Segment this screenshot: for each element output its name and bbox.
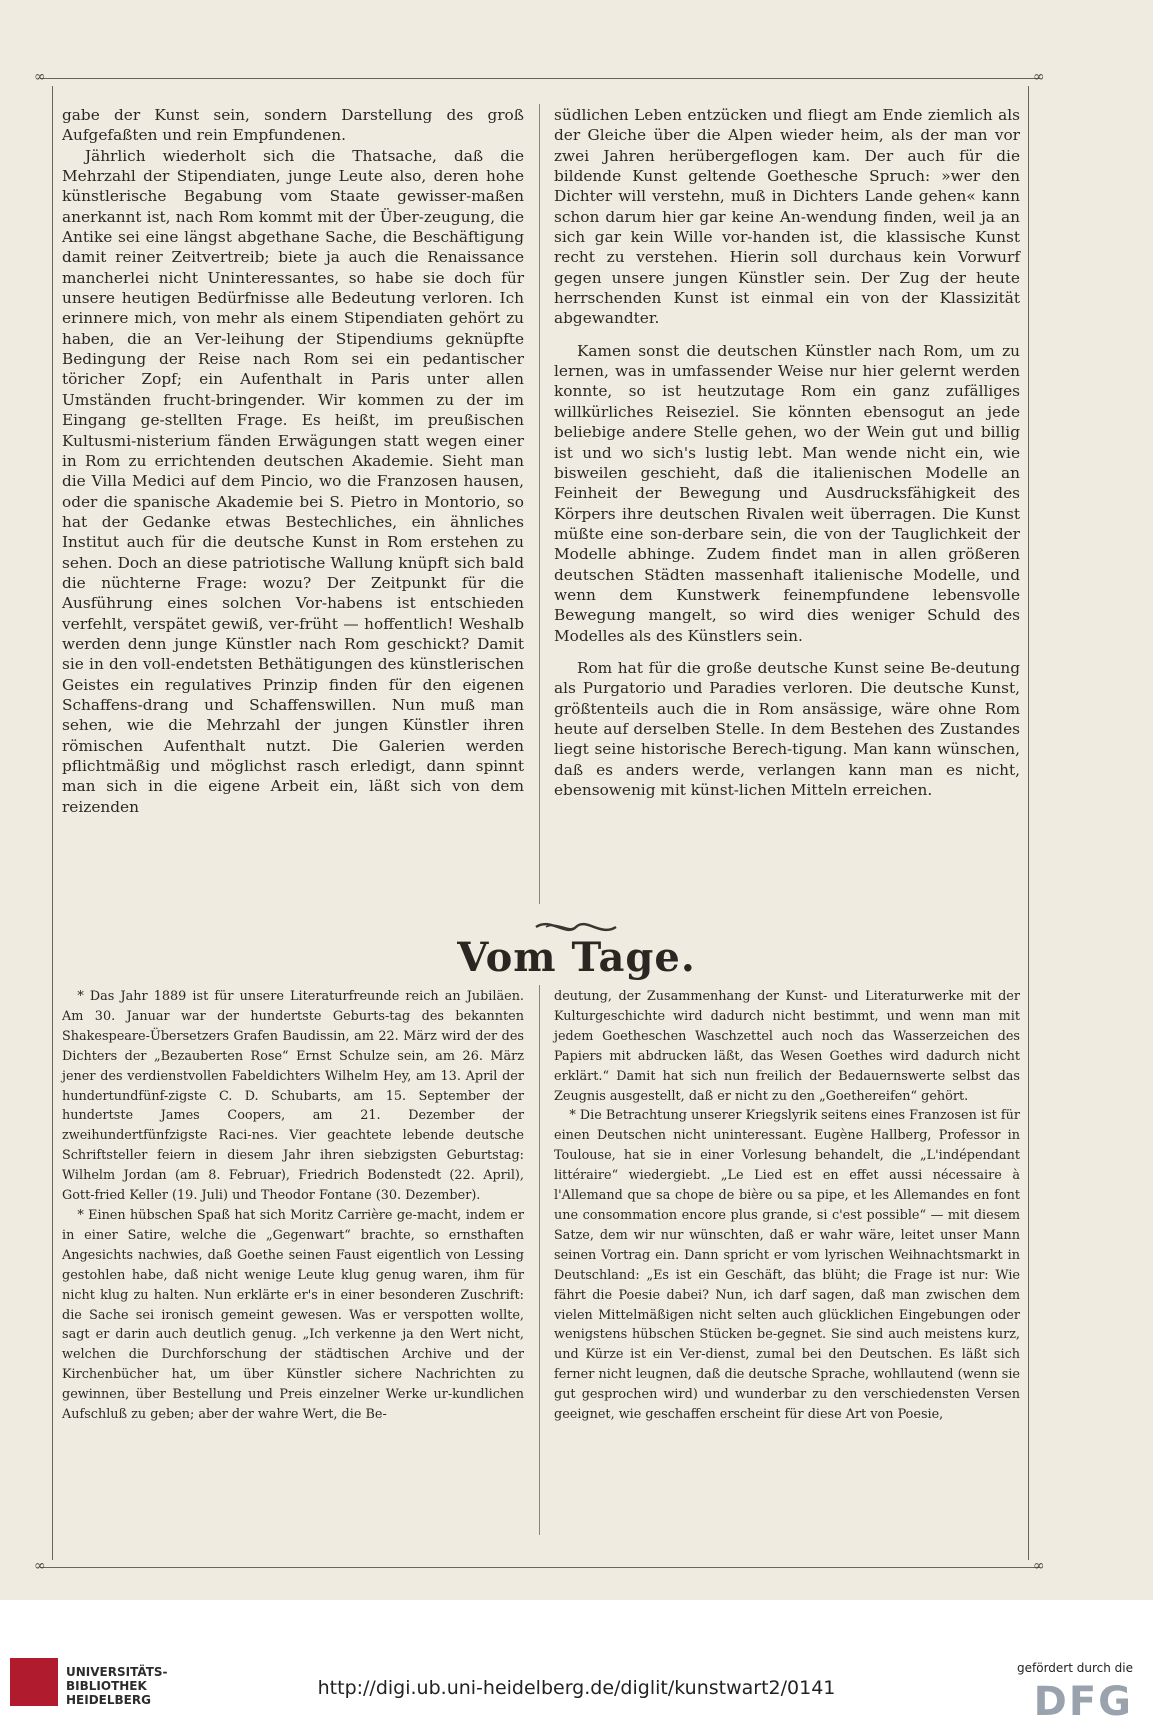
top-border-line — [40, 78, 1040, 79]
column-left-top — [62, 105, 524, 817]
column-left-bottom — [62, 987, 524, 1425]
column-divider-top — [539, 104, 540, 904]
news-item: * Die Betrachtung unserer Kriegslyrik seitens eines Franzosen ist für einen Deutschen nicht uninteressant. Eugène Hallberg, Professor in Toulouse, hat sie in einer Vorlesung behandelt, die „L'indépendant littéraire“ wiedergiebt. „Le Lied est en effet aussi nécessaire à l'Allemand que sa chope de bière ou sa pipe, et les Allemandes en font une consommation encore plus grande, si c'est possible“ — mit diesem Satze, dem wir nur wünschten, daß er wahr wäre, leitet unser Mann seinen Vortrag ein. Dann spricht er vom lyrischen Weihnachtsmarkt in Deutschland: „Es ist ein Geschäft, das blüht; die Frage ist nur: Wie fährt die Poesie dabei? Nun, ich darf sagen, daß man zwischen dem vielen Mittelmäßigen nicht selten auch glücklichen Eingebungen oder wenigstens hübschen Stücken be-gegnet. Sie sind auch meistens kurz, und Kürze ist ein Ver-dienst, zumal bei den Deutschen. Es läßt sich ferner nicht leugnen, daß die deutsche Sprache, wohllautend (wenn sie gut gesprochen wird) und wunderbar zu den verschiedensten Versen geeignet, wie geschaffen erscheint für diese Art von Poesie, — [554, 1108, 1020, 1423]
institution-line: HEIDELBERG — [66, 1693, 151, 1707]
permalink-url[interactable]: http://digi.ub.uni-heidelberg.de/diglit/kunstwart2/0141 — [317, 1677, 836, 1699]
left-border-line — [52, 86, 53, 1560]
column-right-bottom — [554, 987, 1020, 1425]
dfg-logo[interactable]: DFG — [1033, 1679, 1133, 1725]
column-right-top — [554, 105, 1020, 800]
paragraph: Jährlich wiederholt sich die Thatsache, daß die Mehrzahl der Stipendiaten, junge Leute also, deren hohe künstlerische Begabung vom Staate gewisser-maßen anerkannt ist, nach Rom kommt mit der Über-zeugung, die Antike sei eine längst abgethane Sache, die Beschäftigung damit reiner Zeitvertreib; biete ja auch die Renaissance mancherlei nicht Uninteressantes, so habe sie doch für unsere heutigen Bedürfnisse alle Bedeutung verloren. Ich erinnere mich, von mehr als einem Stipendiaten gehört zu haben, die an Ver-leihung der Stipendiums geknüpfte Bedingung der Reise nach Rom sei ein pedantischer töricher Zopf; ein Aufenthalt in Paris unter allen Umständen frucht-bringender. Wir kommen zu der im Eingang ge-stellten Frage. Es heißt, im preußischen Kultusmi-nisterium fänden Erwägungen statt wegen einer in Rom zu errichtenden deutschen Akademie. Sieht man die Villa Medici auf dem Pincio, wo die Franzosen hausen, oder die spanische Akademie bei S. Pietro in Montorio, so hat der Gedanke etwas Bestechliches, ein ähnliches Institut auch für die deutsche Kunst in Rom erstehen zu sehen. Doch an diese patriotische Wallung knüpft sich bald die nüchterne Frage: wozu? Der Zeitpunkt für die Ausführung eines solchen Vor-habens ist entschieden verfehlt, verspätet gewiß, ver-früht — hoffentlich! Weshalb werden denn junge Künstler nach Rom geschickt? Damit sie in den voll-endetsten Bethätigungen des künstlerischen Geistes ein regulatives Prinzip finden für den eigenen Schaffens-drang und Schaffenswillen. Nun muß man sehen, wie die Mehrzahl der jungen Künstler ihren römischen Aufenthalt nutzt. Die Galerien werden pflichtmäßig und möglichst rasch erledigt, dann spinnt man sich in die eigene Arbeit ein, läßt sich von dem reizenden — [62, 146, 524, 816]
news-item: * Einen hübschen Spaß hat sich Moritz Carrière ge-macht, indem er in einer Satire, welche die „Gegenwart“ brachte, so ernsthaften Angesichts nachwies, daß Goethe seinen Faust eigentlich von Lessing gestohlen habe, daß nicht wenige Leute klug genug waren, ihm für nicht klug zu halten. Nun erklärte er's in einer besonderen Zuschrift: die Sache sei ironisch gemeint gewesen. Was er verspotten wollte, sagt er darin auch deutlich genug. „Ich verkenne ja den Wert nicht, welchen die Durchforschung der städtischen Archive und der Kirchenbücher hat, um über Künstler sichere Nachrichten zu gewinnen, über Bestellung und Preis einzelner Werke ur-kundlichen Aufschluß zu geben; aber der wahre Wert, die Be- — [62, 1207, 524, 1423]
corner-ornament-bottom-left: ∞ — [34, 1558, 46, 1574]
news-item: deutung, der Zusammenhang der Kunst- und Literaturwerke mit der Kulturgeschichte wird dadurch nicht bestimmt, und wenn man mit jedem Goetheschen Waschzettel auch noch das Wasserzeichen des Papiers mit abdrucken läßt, das Wesen Goethes wird dadurch nicht erklärt.“ Damit hat sich nun freilich der Bedauernswerte selbst das Zeugnis ausgestellt, daß er nicht zu den „Goethereifen“ gehört. — [554, 989, 1020, 1104]
bottom-border-line — [40, 1567, 1040, 1568]
news-item: * Das Jahr 1889 ist für unsere Literaturfreunde reich an Jubiläen. Am 30. Januar war der hundertste Geburts-tag des bekannten Shakespeare-Übersetzers Grafen Baudissin, am 22. März wird der des Dichters der „Bezauberten Rose“ Ernst Schulze sein, am 26. März jener des verdienstvollen Fabeldichters Wilhelm Hey, am 13. April der hundertundfünf-zigste C. D. Schubarts, am 15. September der hundertste James Coopers, am 21. Dezember der zweihundertfünfzigste Raci-nes. Vier geachtete lebende deutsche Schriftsteller feiern in diesem Jahr ihren siebzigsten Geburtstag: Wilhelm Jordan (am 8. Februar), Friedrich Bodenstedt (22. April), Gott-fried Keller (19. Juli) und Theodor Fontane (30. Dezember). — [62, 989, 524, 1204]
paragraph: Kamen sonst die deutschen Künstler nach Rom, um zu lernen, was in umfassender Weise nur hier gelernt werden konnte, so ist heutzutage Rom ein ganz zufälliges willkürliches Reiseziel. Sie könnten ebensogut an jede beliebige andere Stelle gehen, wo der Wein gut und billig ist und wo sich's lustig lebt. Man wende nicht ein, wie bisweilen geschieht, daß die italienischen Modelle an Feinheit der Bewegung und Ausdrucksfähigkeit des Körpers ihre deutschen Rivalen weit überragen. Die Kunst müßte eine son-derbare sein, die von der Tauglichkeit der Modelle abhinge. Zudem findet man in allen größeren deutschen Städten massenhaft italienische Modelle, und wenn dem Kunstwerk feinempfundene lebensvolle Bewegung mangelt, so wird dies weniger Schuld des Modelles als des Künstlers sein. — [554, 341, 1020, 645]
corner-ornament-bottom-right: ∞ — [1033, 1558, 1045, 1574]
corner-ornament-top-right: ∞ — [1033, 69, 1045, 85]
institution-line: UNIVERSITÄTS- — [66, 1665, 168, 1679]
paragraph: südlichen Leben entzücken und fliegt am Ende ziemlich als der Gleiche über die Alpen wieder heim, als der man vor zwei Jahren herübergeflogen kam. Der auch für die bildende Kunst geltende Goethesche Spruch: »wer den Dichter will verstehn, muß in Dichters Lande gehen« kann schon darum hier gar keine An-wendung finden, weil ja an sich gar kein Wille vor-handen ist, die klassische Kunst recht zu verstehen. Hierin soll durchaus kein Vorwurf gegen unsere jungen Künstler sein. Der Zug der heute herrschenden Kunst ist einmal ein von der Klassizität abgewandter. — [554, 106, 1020, 328]
corner-ornament-top-left: ∞ — [34, 69, 46, 85]
right-border-line — [1028, 86, 1029, 1560]
column-divider-bottom — [539, 985, 540, 1535]
footer-bar — [0, 1600, 1153, 1732]
funded-by-caption: gefördert durch die — [1017, 1661, 1133, 1675]
institution-line: BIBLIOTHEK — [66, 1679, 147, 1693]
paragraph: gabe der Kunst sein, sondern Darstellung des groß Aufgefaßten und rein Empfundenen. — [62, 106, 524, 145]
section-title: Vom Tage. — [457, 934, 696, 981]
paragraph: Rom hat für die große deutsche Kunst seine Be-deutung als Purgatorio und Paradies verloren. Die deutsche Kunst, größtenteils auch die in Rom ansässige, wäre ohne Rom heute auf derselben Stelle. In dem Bestehen des Zustandes liegt seine historische Berech-tigung. Man kann wünschen, daß es anders werde, verlangen kann man es nicht, ebensowenig mit künst-lichen Mitteln erreichen. — [554, 658, 1020, 799]
